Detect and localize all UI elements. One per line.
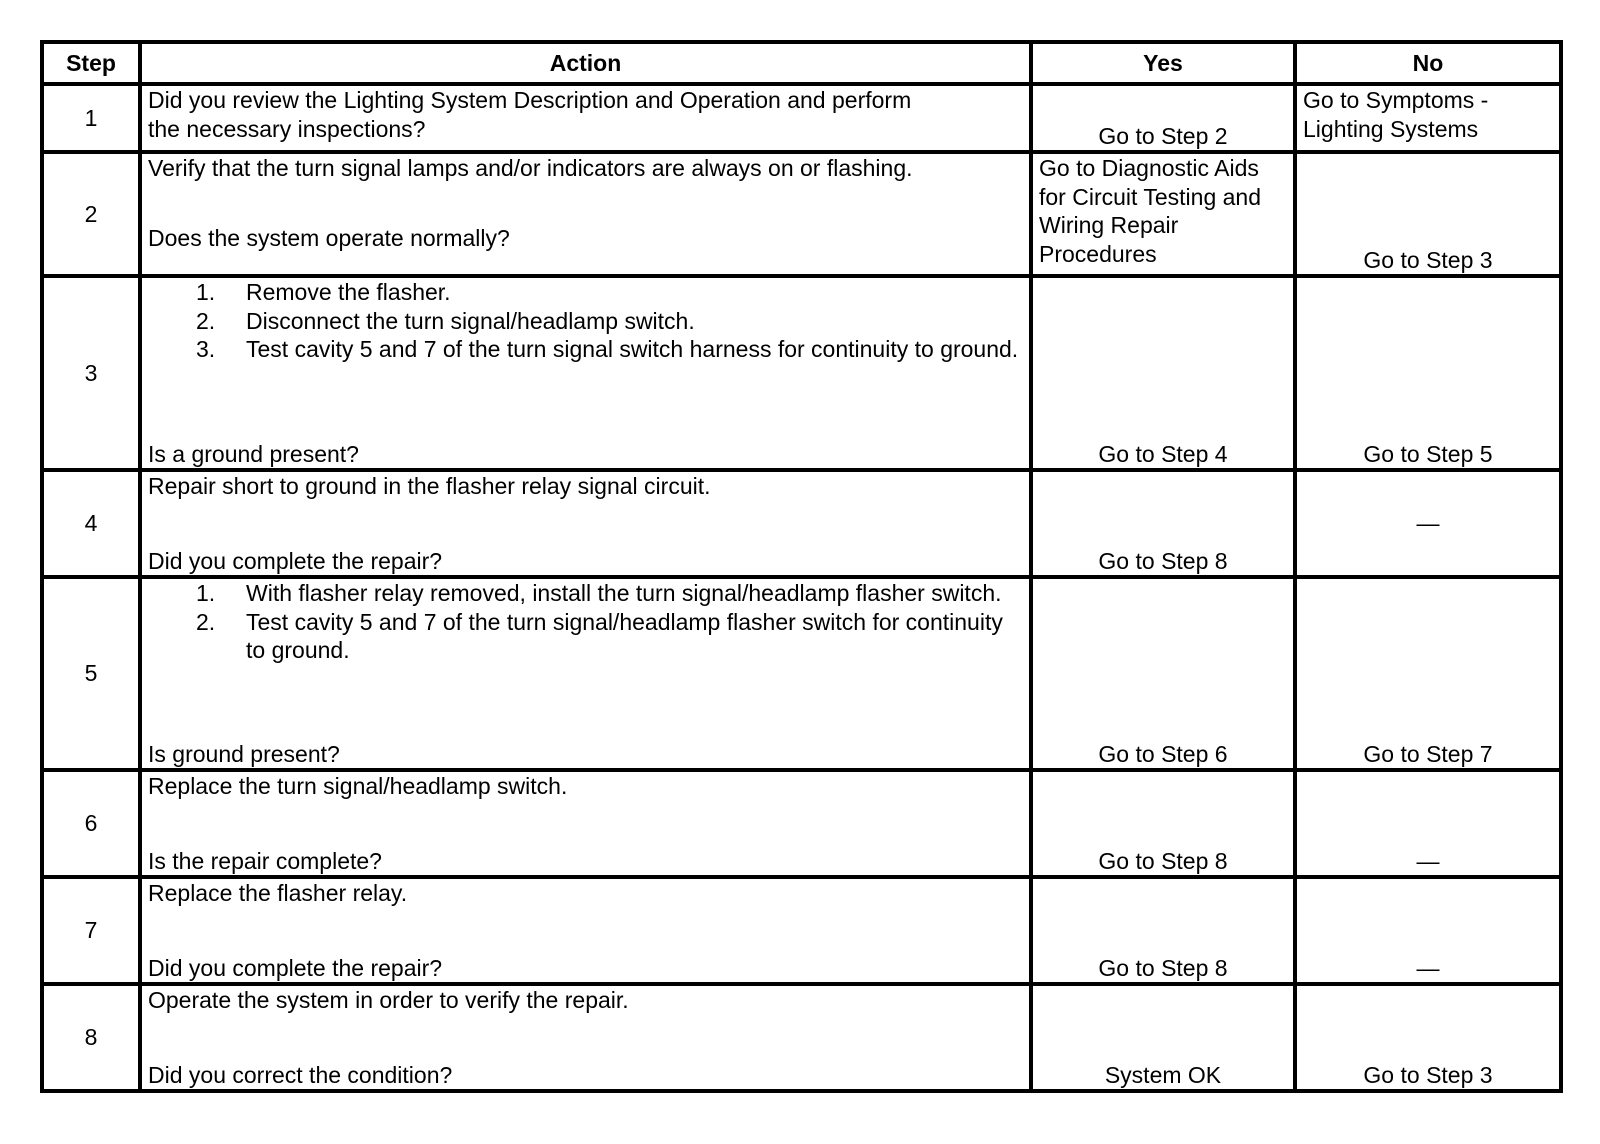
action-question: Is a ground present? (148, 440, 359, 467)
no-cell: Go to Step 3 (1295, 152, 1561, 276)
action-text: Repair short to ground in the flasher relay signal circuit. (148, 473, 711, 499)
action-question: Is ground present? (148, 740, 340, 767)
yes-cell: Go to Step 2 (1031, 84, 1295, 152)
no-cell: Go to Step 7 (1295, 577, 1561, 770)
no-cell (1295, 84, 1561, 152)
yes-cell: Go to Step 8 (1031, 470, 1295, 577)
yes-text-line: Wiring Repair (1039, 212, 1179, 238)
list-item: 1. Remove the flasher. (196, 279, 451, 305)
yes-cell: Go to Step 8 (1031, 877, 1295, 984)
header-no: No (1295, 42, 1561, 84)
action-cell (140, 84, 1031, 152)
action-text: Replace the turn signal/headlamp switch. (148, 773, 568, 799)
step-number: 1 (42, 84, 140, 152)
yes-text-line: Procedures (1039, 240, 1157, 267)
yes-cell: System OK (1031, 984, 1295, 1091)
table-row (42, 84, 1561, 152)
step-number: 6 (42, 770, 140, 877)
yes-text-line: Go to Diagnostic Aids (1039, 155, 1259, 181)
action-question: Did you complete the repair? (148, 954, 443, 981)
header-yes: Yes (1031, 42, 1295, 84)
list-item: 2. Disconnect the turn signal/headlamp switch. (196, 307, 695, 334)
yes-cell: Go to Step 4 (1031, 276, 1295, 470)
table-row (42, 470, 1561, 577)
action-question: Did you complete the repair? (148, 547, 443, 574)
table-row (42, 152, 1561, 276)
list-item: 3. Test cavity 5 and 7 of the turn signal switch harness for continuity to ground. (196, 336, 1019, 362)
action-text: Verify that the turn signal lamps and/or indicators are always on or flashing. (148, 155, 913, 181)
action-cell (140, 577, 1031, 770)
action-text-line: the necessary inspections? (148, 115, 426, 142)
action-cell (140, 770, 1031, 877)
list-item: 2. Test cavity 5 and 7 of the turn signal/headlamp flasher switch for continuity to ground. (196, 608, 1003, 663)
action-question: Did you correct the condition? (148, 1061, 453, 1088)
yes-cell: Go to Step 8 (1031, 770, 1295, 877)
table-row (42, 877, 1561, 984)
table-row (42, 984, 1561, 1091)
action-text: Replace the flasher relay. (148, 880, 408, 906)
list-item: 1. With flasher relay removed, install the turn signal/headlamp flasher switch. (196, 580, 1002, 606)
table-row (42, 770, 1561, 877)
header-row (42, 42, 1561, 84)
header-step: Step (42, 42, 140, 84)
no-cell: Go to Step 5 (1295, 276, 1561, 470)
action-list (148, 278, 1023, 364)
table-row (42, 276, 1561, 470)
step-number: 4 (42, 470, 140, 577)
no-cell: Go to Step 3 (1295, 984, 1561, 1091)
action-question: Does the system operate normally? (148, 224, 510, 251)
header-action: Action (140, 42, 1031, 84)
no-text-line: Go to Symptoms - (1303, 87, 1489, 113)
action-cell (140, 877, 1031, 984)
yes-cell (1031, 152, 1295, 276)
action-text-line: Did you review the Lighting System Description and Operation and perform (148, 87, 912, 113)
no-cell: — (1295, 877, 1561, 984)
action-cell (140, 276, 1031, 470)
step-number: 5 (42, 577, 140, 770)
step-number: 7 (42, 877, 140, 984)
action-cell (140, 984, 1031, 1091)
table-row (42, 577, 1561, 770)
yes-cell: Go to Step 6 (1031, 577, 1295, 770)
no-cell: — (1295, 770, 1561, 877)
action-cell (140, 152, 1031, 276)
no-text-line: Lighting Systems (1303, 115, 1479, 142)
step-number: 3 (42, 276, 140, 470)
action-cell (140, 470, 1031, 577)
action-list (148, 579, 1023, 665)
yes-text-line: for Circuit Testing and (1039, 183, 1262, 210)
step-number: 2 (42, 152, 140, 276)
step-number: 8 (42, 984, 140, 1091)
action-question: Is the repair complete? (148, 847, 382, 874)
diagnostic-table (40, 40, 1563, 1093)
no-cell: — (1295, 470, 1561, 577)
action-text: Operate the system in order to verify the repair. (148, 987, 629, 1013)
